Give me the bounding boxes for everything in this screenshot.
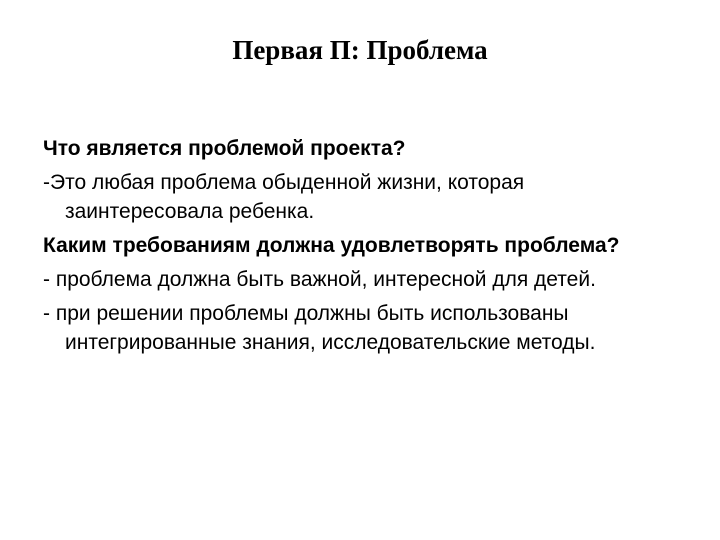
requirement-important: - проблема должна быть важной, интересной для детей.	[43, 268, 596, 291]
question-requirements: Каким требованиям должна удовлетворять проблема?	[43, 234, 620, 257]
requirement-integrated-knowledge: - при решении проблемы должны быть использованы интегрированные знания, исследовательские методы.	[43, 302, 596, 354]
slide-body	[43, 134, 683, 362]
answer-what-is-problem: -Это любая проблема обыденной жизни, которая заинтересовала ребенка.	[43, 171, 525, 223]
slide-title: Первая П: Проблема	[232, 35, 488, 65]
question-what-is-problem: Что является проблемой проекта?	[43, 137, 406, 160]
